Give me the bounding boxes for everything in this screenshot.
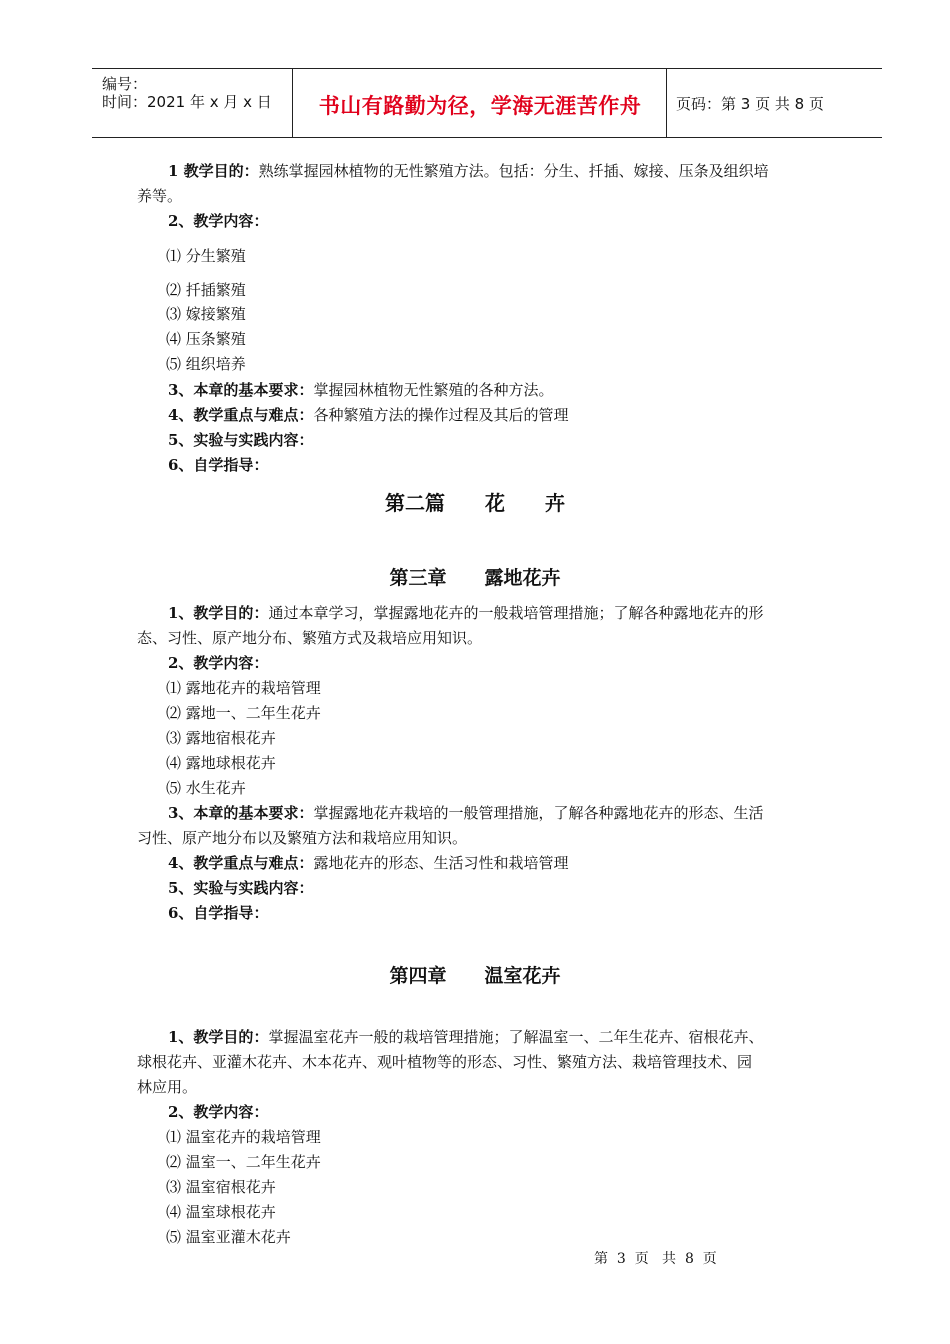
objective-line-cont: 林应用。 xyxy=(137,1078,198,1096)
document-time-label: 时间：2021 年 x 月 x 日 xyxy=(102,93,272,111)
key-points-line: 4、教学重点与难点：露地花卉的形态、生活习性和栽培管理 xyxy=(168,854,569,872)
header-motto: 书山有路勤为径，学海无涯苦作舟 xyxy=(318,94,642,118)
list-item: ⑷ 露地球根花卉 xyxy=(166,754,276,772)
list-item: ⑶ 嫁接繁殖 xyxy=(166,305,246,323)
list-item: ⑵ 温室一、二年生花卉 xyxy=(166,1153,321,1171)
objective-line-cont: 球根花卉、亚灌木花卉、木本花卉、观叶植物等的形态、习性、繁殖方法、栽培管理技术、园 xyxy=(137,1053,753,1071)
list-item: ⑸ 水生花卉 xyxy=(166,779,246,797)
self-study-heading: 6、自学指导： xyxy=(168,904,269,922)
list-item: ⑶ 露地宿根花卉 xyxy=(166,729,276,747)
chapter-title: 第三章 露地花卉 xyxy=(389,567,561,589)
objective-line: 1、教学目的：掌握温室花卉一般的栽培管理措施；了解温室一、二年生花卉、宿根花卉、 xyxy=(168,1028,764,1046)
page-header xyxy=(92,68,882,138)
content-heading: 2、教学内容： xyxy=(168,1103,269,1121)
content-heading: 2、教学内容： xyxy=(168,212,269,230)
requirement-line: 3、本章的基本要求：掌握园林植物无性繁殖的各种方法。 xyxy=(168,381,554,399)
requirement-line-cont: 习性、原产地分布以及繁殖方法和栽培应用知识。 xyxy=(137,829,468,847)
experiment-heading: 5、实验与实践内容： xyxy=(168,431,314,449)
list-item: ⑸ 温室亚灌木花卉 xyxy=(166,1228,291,1246)
objective-line-cont: 态、习性、原产地分布、繁殖方式及栽培应用知识。 xyxy=(137,629,483,647)
list-item: ⑵ 扦插繁殖 xyxy=(166,281,246,299)
list-item: ⑵ 露地一、二年生花卉 xyxy=(166,704,321,722)
chapter-title: 第四章 温室花卉 xyxy=(389,965,561,987)
self-study-heading: 6、自学指导： xyxy=(168,456,269,474)
list-item: ⑷ 压条繁殖 xyxy=(166,330,246,348)
list-item: ⑴ 露地花卉的栽培管理 xyxy=(166,679,321,697)
content-heading: 2、教学内容： xyxy=(168,654,269,672)
objective-line: 1 教学目的：熟练掌握园林植物的无性繁殖方法。包括：分生、扦插、嫁接、压条及组织培 xyxy=(168,162,769,180)
experiment-heading: 5、实验与实践内容： xyxy=(168,879,314,897)
header-divider xyxy=(666,69,667,137)
header-divider xyxy=(292,69,293,137)
list-item: ⑴ 温室花卉的栽培管理 xyxy=(166,1128,321,1146)
objective-line: 1、教学目的：通过本章学习，掌握露地花卉的一般栽培管理措施；了解各种露地花卉的形 xyxy=(168,604,764,622)
part-title: 第二篇 花 卉 xyxy=(385,491,565,515)
objective-line-cont: 养等。 xyxy=(137,187,183,205)
key-points-line: 4、教学重点与难点：各种繁殖方法的操作过程及其后的管理 xyxy=(168,406,569,424)
list-item: ⑸ 组织培养 xyxy=(166,355,246,373)
list-item: ⑷ 温室球根花卉 xyxy=(166,1203,276,1221)
list-item: ⑴ 分生繁殖 xyxy=(166,247,246,265)
document-number-label: 编号： xyxy=(102,75,148,93)
header-page-label: 页码：第 3 页 共 8 页 xyxy=(676,95,824,113)
page-footer: 第 3 页 共 8 页 xyxy=(594,1251,717,1267)
requirement-line: 3、本章的基本要求：掌握露地花卉栽培的一般管理措施，了解各种露地花卉的形态、生活 xyxy=(168,804,764,822)
list-item: ⑶ 温室宿根花卉 xyxy=(166,1178,276,1196)
